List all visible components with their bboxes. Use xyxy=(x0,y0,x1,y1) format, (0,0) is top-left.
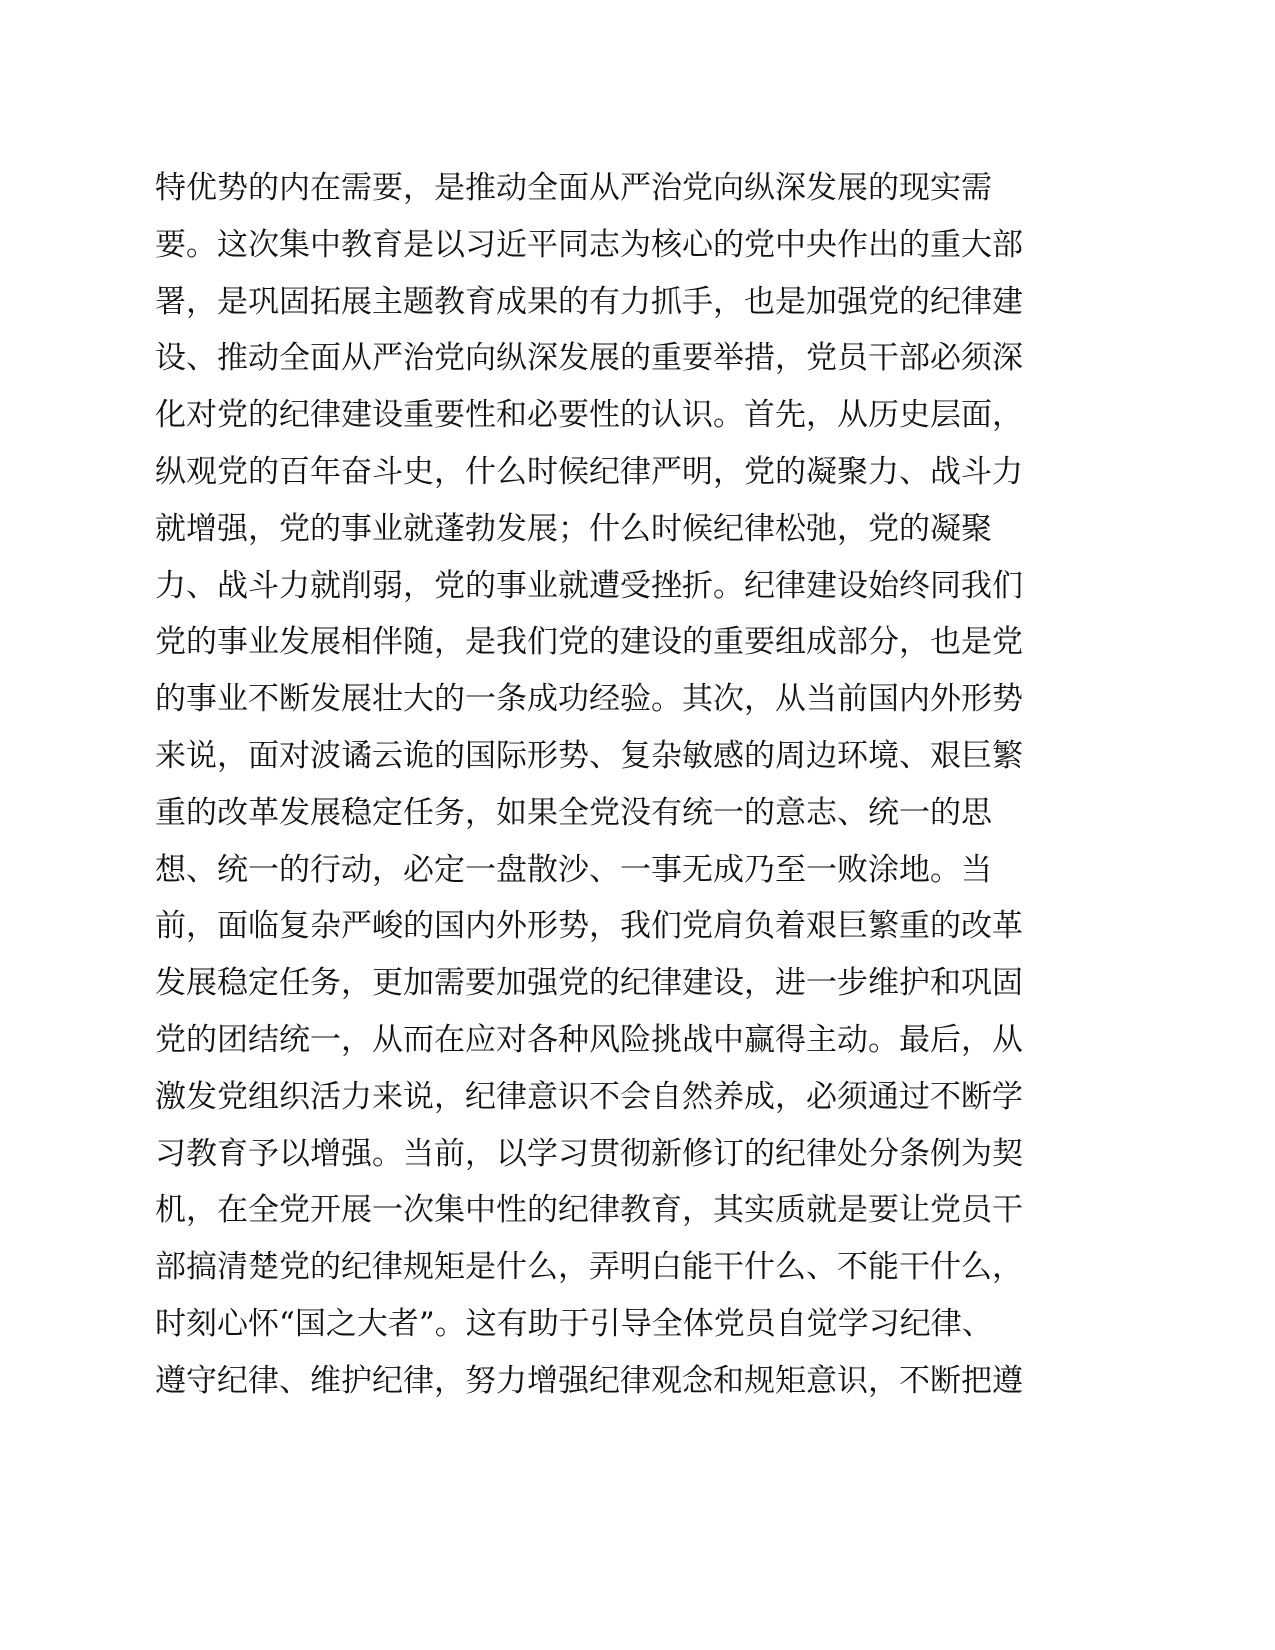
text-line: 机，在全党开展一次集中性的纪律教育，其实质就是要让党员干 xyxy=(155,1192,1023,1229)
text-line: 激发党组织活力来说，纪律意识不会自然养成，必须通过不断学 xyxy=(155,1078,1023,1115)
body-paragraph xyxy=(155,160,1095,1410)
text-line: 特优势的内在需要，是推动全面从严治党向纵深发展的现实需 xyxy=(155,170,992,206)
text-line: 化对党的纪律建设重要性和必要性的认识。首先，从历史层面， xyxy=(155,397,1023,434)
text-line: 就增强，党的事业就蓬勃发展；什么时候纪律松弛，党的凝聚 xyxy=(155,510,992,547)
text-line: 力、战斗力就削弱，党的事业就遭受挫折。纪律建设始终同我们 xyxy=(155,567,1023,604)
text-line: 署，是巩固拓展主题教育成果的有力抓手，也是加强党的纪律建 xyxy=(155,283,1023,320)
text-line: 习教育予以增强。当前，以学习贯彻新修订的纪律处分条例为契 xyxy=(155,1135,1023,1172)
text-line: 想、统一的行动，必定一盘散沙、一事无成乃至一败涂地。当 xyxy=(155,851,992,888)
text-line: 纵观党的百年奋斗史，什么时候纪律严明，党的凝聚力、战斗力 xyxy=(155,453,1023,490)
text-line: 要。这次集中教育是以习近平同志为核心的党中央作出的重大部 xyxy=(155,226,1023,263)
text-line: 的事业不断发展壮大的一条成功经验。其次，从当前国内外形势 xyxy=(155,681,1023,718)
text-line: 来说，面对波谲云诡的国际形势、复杂敏感的周边环境、艰巨繁 xyxy=(155,737,1023,774)
text-line: 设、推动全面从严治党向纵深发展的重要举措，党员干部必须深 xyxy=(155,340,1023,377)
text-line: 党的团结统一，从而在应对各种风险挑战中赢得主动。最后，从 xyxy=(155,1021,1023,1058)
text-line: 党的事业发展相伴随，是我们党的建设的重要组成部分，也是党 xyxy=(155,624,1023,661)
text-line: 前，面临复杂严峻的国内外形势，我们党肩负着艰巨繁重的改革 xyxy=(155,908,1023,945)
text-line: 部搞清楚党的纪律规矩是什么，弄明白能干什么、不能干什么， xyxy=(155,1249,1023,1286)
text-line: 遵守纪律、维护纪律，努力增强纪律观念和规矩意识，不断把遵 xyxy=(155,1362,1023,1399)
text-line: 发展稳定任务，更加需要加强党的纪律建设，进一步维护和巩固 xyxy=(155,965,1023,1002)
text-line: 时刻心怀“国之大者”。这有助于引导全体党员自觉学习纪律、 xyxy=(155,1305,993,1342)
text-line: 重的改革发展稳定任务，如果全党没有统一的意志、统一的思 xyxy=(155,794,992,831)
